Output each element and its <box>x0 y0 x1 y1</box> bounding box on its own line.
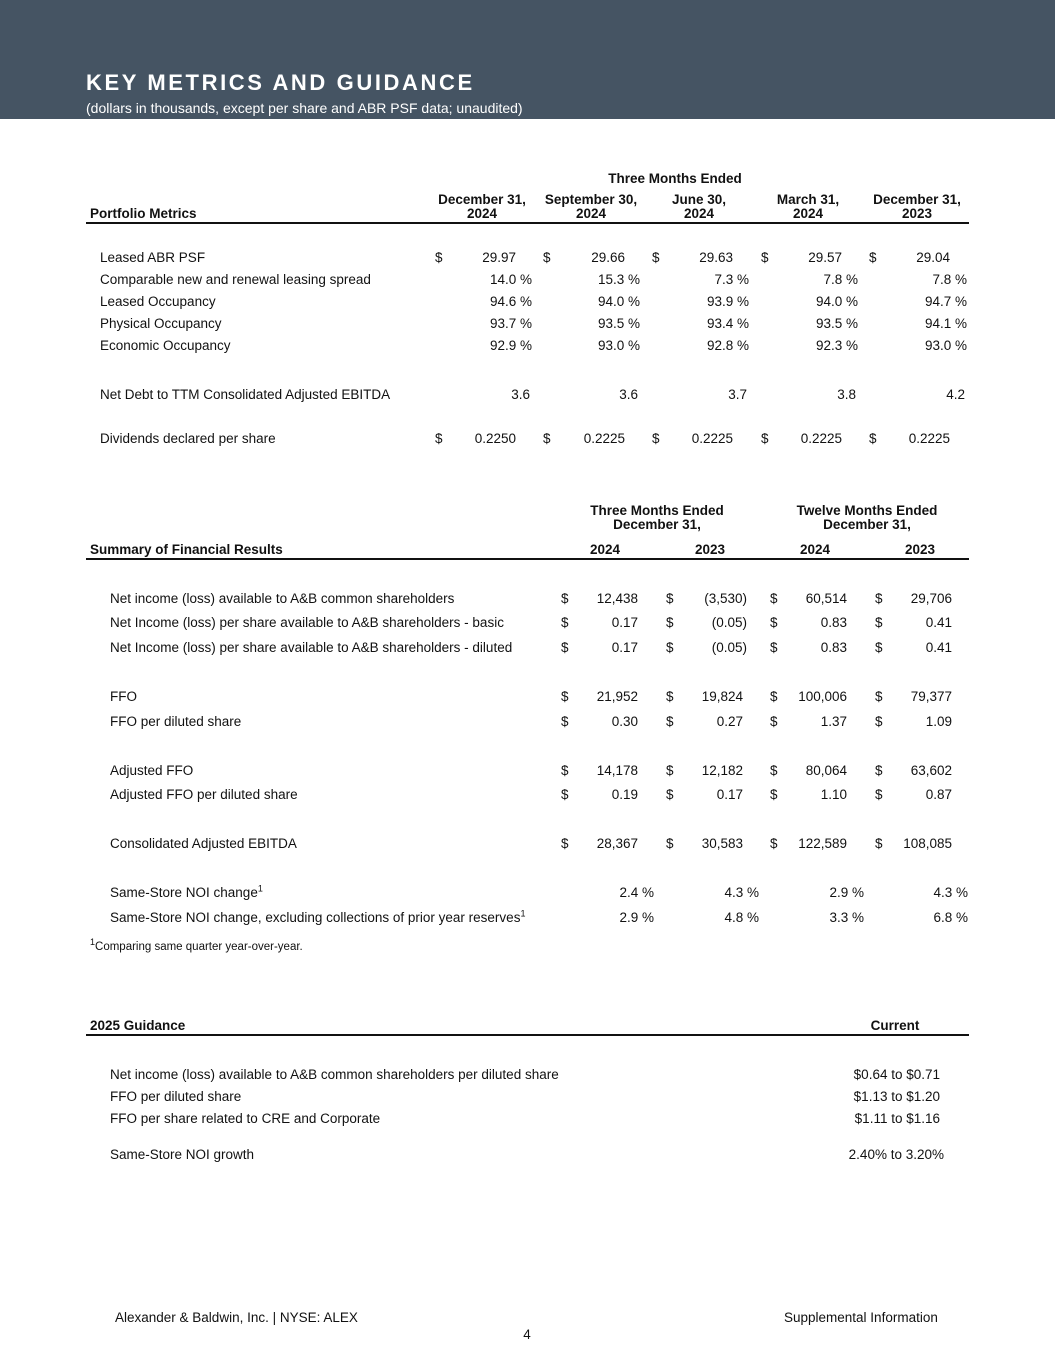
currency-symbol: $ <box>666 615 674 630</box>
currency-symbol: $ <box>561 836 569 851</box>
table-row-label: Economic Occupancy <box>100 338 231 353</box>
table-cell: 7.8 % <box>823 272 858 287</box>
currency-symbol: $ <box>875 615 883 630</box>
table-cell: 92.3 % <box>815 338 858 353</box>
currency-symbol: $ <box>875 763 883 778</box>
table-row-label: FFO <box>110 689 137 704</box>
portfolio-column-header: March 31, 2024 <box>776 192 840 221</box>
table-cell: 29.97 <box>482 250 516 265</box>
currency-symbol: $ <box>666 640 674 655</box>
guidance-section-label: 2025 Guidance <box>90 1018 186 1033</box>
year-header: 2023 <box>904 542 936 557</box>
table-row-label: Adjusted FFO per diluted share <box>110 787 298 802</box>
table-row-label: Same-Store NOI change, excluding collections of prior year reserves$^1$ <box>110 908 526 925</box>
footnote: $^1$Comparing same quarter year-over-year. <box>90 937 303 953</box>
table-cell: 0.30 <box>611 714 638 729</box>
table-cell: 12,438 <box>596 591 638 606</box>
footer-company: Alexander & Baldwin, Inc. | NYSE: ALEX <box>115 1310 358 1325</box>
table-cell: 29.66 <box>591 250 625 265</box>
table-cell: 2.9 % <box>619 910 654 925</box>
currency-symbol: $ <box>770 836 778 851</box>
currency-symbol: $ <box>543 431 551 446</box>
currency-symbol: $ <box>770 763 778 778</box>
currency-symbol: $ <box>770 787 778 802</box>
table-cell: 92.8 % <box>706 338 749 353</box>
currency-symbol: $ <box>875 689 883 704</box>
currency-symbol: $ <box>652 250 660 265</box>
table-cell: 3.6 <box>619 387 638 402</box>
table-cell: 93.7 % <box>489 316 532 331</box>
financial-group-header: Twelve Months Ended December 31, <box>796 503 938 532</box>
page-number: 4 <box>523 1327 531 1342</box>
currency-symbol: $ <box>561 591 569 606</box>
table-row-label: Net Income (loss) per share available to A&B shareholders - basic <box>110 615 504 630</box>
table-cell: 0.17 <box>611 640 638 655</box>
table-row-label: FFO per diluted share <box>110 714 242 729</box>
currency-symbol: $ <box>875 640 883 655</box>
table-row-label: Adjusted FFO <box>110 763 194 778</box>
table-row-label: FFO per share related to CRE and Corporate <box>110 1111 381 1126</box>
currency-symbol: $ <box>666 763 674 778</box>
table-cell: 2.40% to 3.20% <box>848 1147 944 1162</box>
table-row-label: Same-Store NOI growth <box>110 1147 255 1162</box>
table-row-label: Dividends declared per share <box>100 431 276 446</box>
footer-doc-label: Supplemental Information <box>784 1310 938 1325</box>
table-cell: (0.05) <box>711 615 747 630</box>
table-cell: 93.0 % <box>597 338 640 353</box>
table-cell: 0.17 <box>716 787 743 802</box>
table-cell: 94.7 % <box>924 294 967 309</box>
table-cell: $1.11 to $1.16 <box>854 1111 940 1126</box>
portfolio-header-rule <box>86 222 969 224</box>
table-cell: 3.7 <box>728 387 747 402</box>
currency-symbol: $ <box>770 714 778 729</box>
table-cell: $0.64 to $0.71 <box>853 1067 940 1082</box>
table-cell: 3.3 % <box>829 910 864 925</box>
table-row-label: Consolidated Adjusted EBITDA <box>110 836 297 851</box>
currency-symbol: $ <box>875 836 883 851</box>
table-cell: 3.8 <box>837 387 856 402</box>
table-cell: 0.87 <box>925 787 952 802</box>
currency-symbol: $ <box>652 431 660 446</box>
table-cell: 80,064 <box>805 763 847 778</box>
table-cell: 14,178 <box>596 763 638 778</box>
table-row-label: Net Debt to TTM Consolidated Adjusted EBITDA <box>100 387 391 402</box>
table-cell: 1.09 <box>925 714 952 729</box>
table-cell: 0.17 <box>611 615 638 630</box>
year-header: 2024 <box>799 542 831 557</box>
currency-symbol: $ <box>666 787 674 802</box>
table-cell: 21,952 <box>596 689 638 704</box>
table-cell: 6.8 % <box>933 910 968 925</box>
currency-symbol: $ <box>869 250 877 265</box>
financial-section-label: Summary of Financial Results <box>90 542 283 557</box>
currency-symbol: $ <box>543 250 551 265</box>
table-cell: 19,824 <box>701 689 743 704</box>
table-cell: 94.0 % <box>815 294 858 309</box>
table-cell: 63,602 <box>910 763 952 778</box>
currency-symbol: $ <box>875 591 883 606</box>
table-cell: 1.10 <box>820 787 847 802</box>
table-cell: 93.5 % <box>597 316 640 331</box>
currency-symbol: $ <box>561 714 569 729</box>
table-cell: 93.0 % <box>924 338 967 353</box>
table-cell: 2.9 % <box>829 885 864 900</box>
currency-symbol: $ <box>435 250 443 265</box>
currency-symbol: $ <box>875 714 883 729</box>
portfolio-column-header: December 31, 2023 <box>873 192 961 221</box>
table-row-label: Same-Store NOI change$^1$ <box>110 883 263 900</box>
table-cell: 92.9 % <box>489 338 532 353</box>
table-cell: (3,530) <box>704 591 747 606</box>
portfolio-section-label: Portfolio Metrics <box>90 206 197 221</box>
year-header: 2023 <box>694 542 726 557</box>
table-cell: 15.3 % <box>597 272 640 287</box>
currency-symbol: $ <box>666 591 674 606</box>
table-row-label: Net Income (loss) per share available to A&B shareholders - diluted <box>110 640 513 655</box>
currency-symbol: $ <box>561 763 569 778</box>
currency-symbol: $ <box>770 640 778 655</box>
table-cell: 0.2225 <box>800 431 842 446</box>
table-cell: 60,514 <box>805 591 847 606</box>
table-cell: 108,085 <box>903 836 952 851</box>
table-cell: 4.3 % <box>724 885 759 900</box>
table-cell: 4.2 <box>946 387 965 402</box>
currency-symbol: $ <box>561 615 569 630</box>
table-cell: 7.3 % <box>714 272 749 287</box>
table-cell: 0.2225 <box>691 431 733 446</box>
currency-symbol: $ <box>561 689 569 704</box>
portfolio-column-header: September 30, 2024 <box>544 192 638 221</box>
currency-symbol: $ <box>770 689 778 704</box>
financial-header-rule <box>86 558 969 560</box>
table-cell: 30,583 <box>701 836 743 851</box>
table-cell: $1.13 to $1.20 <box>853 1089 940 1104</box>
table-row-label: FFO per diluted share <box>110 1089 242 1104</box>
table-cell: 1.37 <box>820 714 847 729</box>
table-cell: 0.83 <box>820 640 847 655</box>
table-cell: 0.27 <box>716 714 743 729</box>
table-row-label: Physical Occupancy <box>100 316 222 331</box>
currency-symbol: $ <box>770 591 778 606</box>
currency-symbol: $ <box>770 615 778 630</box>
portfolio-column-header: December 31, 2024 <box>438 192 526 221</box>
table-cell: 0.2225 <box>908 431 950 446</box>
table-cell: 0.41 <box>925 640 952 655</box>
currency-symbol: $ <box>761 431 769 446</box>
table-cell: 29.63 <box>699 250 733 265</box>
currency-symbol: $ <box>666 689 674 704</box>
portfolio-column-header: June 30, 2024 <box>671 192 727 221</box>
table-cell: 0.83 <box>820 615 847 630</box>
guidance-column-header: Current <box>870 1018 920 1033</box>
table-cell: 29.04 <box>916 250 950 265</box>
footnote-marker: 1 <box>520 908 526 919</box>
table-cell: 93.5 % <box>815 316 858 331</box>
table-row-label: Leased Occupancy <box>100 294 216 309</box>
currency-symbol: $ <box>761 250 769 265</box>
table-cell: 0.2225 <box>583 431 625 446</box>
table-cell: 29.57 <box>808 250 842 265</box>
table-cell: 4.8 % <box>724 910 759 925</box>
table-cell: (0.05) <box>711 640 747 655</box>
currency-symbol: $ <box>561 640 569 655</box>
table-cell: 28,367 <box>596 836 638 851</box>
table-cell: 3.6 <box>511 387 530 402</box>
currency-symbol: $ <box>869 431 877 446</box>
table-cell: 94.1 % <box>924 316 967 331</box>
page-header-banner <box>0 0 1055 119</box>
table-cell: 0.2250 <box>474 431 516 446</box>
table-cell: 93.9 % <box>706 294 749 309</box>
footnote-marker: 1 <box>257 883 263 894</box>
table-cell: 100,006 <box>798 689 847 704</box>
table-cell: 7.8 % <box>932 272 967 287</box>
currency-symbol: $ <box>875 787 883 802</box>
table-cell: 4.3 % <box>933 885 968 900</box>
currency-symbol: $ <box>435 431 443 446</box>
currency-symbol: $ <box>561 787 569 802</box>
page-title: KEY METRICS AND GUIDANCE <box>86 70 475 95</box>
table-row-label: Comparable new and renewal leasing spread <box>100 272 371 287</box>
table-cell: 0.41 <box>925 615 952 630</box>
table-row-label: Net income (loss) available to A&B common shareholders <box>110 591 455 606</box>
table-cell: 79,377 <box>910 689 952 704</box>
table-cell: 94.0 % <box>597 294 640 309</box>
year-header: 2024 <box>589 542 621 557</box>
table-cell: 0.19 <box>611 787 638 802</box>
table-cell: 29,706 <box>910 591 952 606</box>
guidance-header-rule <box>86 1034 969 1036</box>
table-cell: 2.4 % <box>619 885 654 900</box>
table-row-label: Net income (loss) available to A&B common shareholders per diluted share <box>110 1067 559 1082</box>
table-cell: 93.4 % <box>706 316 749 331</box>
table-cell: 12,182 <box>701 763 743 778</box>
table-cell: 14.0 % <box>489 272 532 287</box>
table-cell: 94.6 % <box>489 294 532 309</box>
table-row-label: Leased ABR PSF <box>100 250 206 265</box>
currency-symbol: $ <box>666 714 674 729</box>
table-cell: 122,589 <box>798 836 847 851</box>
currency-symbol: $ <box>666 836 674 851</box>
page-subtitle: (dollars in thousands, except per share and ABR PSF data; unaudited) <box>86 100 523 116</box>
portfolio-group-header: Three Months Ended <box>608 171 742 186</box>
financial-group-header: Three Months Ended December 31, <box>590 503 724 532</box>
